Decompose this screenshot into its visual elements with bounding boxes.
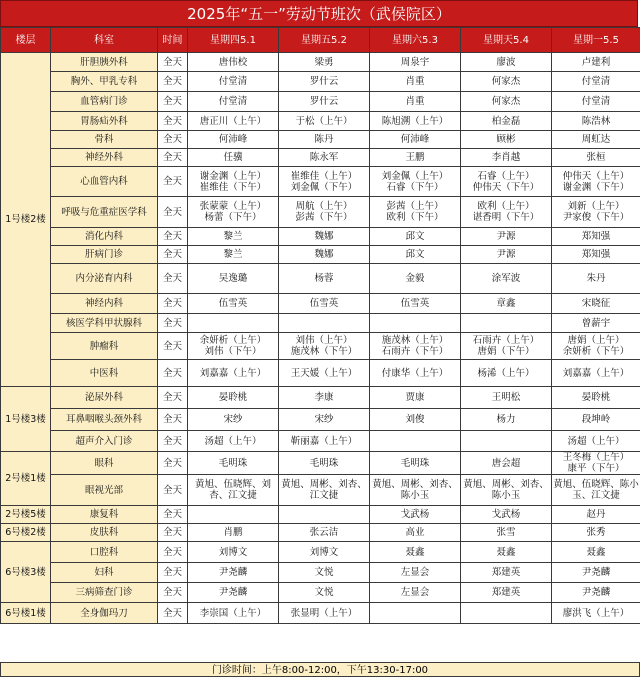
table-row <box>1 72 640 92</box>
time-cell: 全天 <box>158 475 188 506</box>
duty-cell: 付堂清 <box>188 72 279 92</box>
duty-cell: 涂军波 <box>461 264 552 294</box>
duty-cell: 唐伟校 <box>188 53 279 72</box>
duty-cell: 何家杰 <box>461 92 552 112</box>
table-row <box>1 167 640 197</box>
duty-cell: 刘博文 <box>188 542 279 563</box>
duty-cell: 文悦 <box>279 563 370 583</box>
duty-cell: 何沛峰 <box>370 131 461 149</box>
duty-cell: 刘金佩（上午） 石睿（下午） <box>370 167 461 197</box>
duty-cell: 伍雪英 <box>370 294 461 314</box>
duty-cell: 付堂清 <box>552 72 640 92</box>
table-row <box>1 360 640 387</box>
duty-cell: 付康华（上午） <box>370 360 461 387</box>
floor-cell: 6号楼3楼 <box>1 542 51 603</box>
table-row <box>1 475 640 506</box>
duty-cell <box>279 506 370 524</box>
duty-cell: 毛明珠 <box>279 452 370 475</box>
duty-cell: 尹尧麟 <box>188 583 279 603</box>
time-cell: 全天 <box>158 431 188 452</box>
time-cell: 全天 <box>158 452 188 475</box>
duty-cell: 崔维佳（上午） 刘金佩（下午） <box>279 167 370 197</box>
duty-cell: 刘嘉嘉（上午） <box>552 360 640 387</box>
dept-cell: 妇科 <box>51 563 158 583</box>
clinic-hours-footer: 门诊时间：上午8:00-12:00，下午13:30-17:00 <box>0 662 640 677</box>
duty-cell: 刘俊 <box>370 409 461 431</box>
duty-cell: 黎兰 <box>188 246 279 264</box>
dept-cell: 神经内科 <box>51 294 158 314</box>
duty-cell: 欧利（上午） 谌香明（下午） <box>461 197 552 228</box>
dept-cell: 血管病门诊 <box>51 92 158 112</box>
duty-cell <box>370 314 461 333</box>
duty-cell: 曾薪宇 <box>552 314 640 333</box>
table-row <box>1 333 640 360</box>
duty-cell: 黎兰 <box>188 228 279 246</box>
duty-cell: 于松（上午） <box>279 112 370 131</box>
dept-cell: 全身伽玛刀 <box>51 603 158 624</box>
time-cell: 全天 <box>158 294 188 314</box>
floor-cell: 1号楼3楼 <box>1 387 51 452</box>
page-title: 2025年“五一”劳动节班次（武侯院区） <box>0 0 638 27</box>
time-cell: 全天 <box>158 542 188 563</box>
duty-cell: 段坤岭 <box>552 409 640 431</box>
duty-cell <box>370 603 461 624</box>
duty-cell: 唐正川（上午） <box>188 112 279 131</box>
duty-cell: 罗什云 <box>279 72 370 92</box>
duty-cell: 郑建英 <box>461 583 552 603</box>
time-cell: 全天 <box>158 167 188 197</box>
duty-cell: 陈旭溯（上午） <box>370 112 461 131</box>
duty-cell: 何沛峰 <box>188 131 279 149</box>
duty-cell: 张云洁 <box>279 524 370 542</box>
header-day-1: 星期四5.1 <box>188 28 279 53</box>
dept-cell: 眼视光部 <box>51 475 158 506</box>
duty-cell: 尹源 <box>461 228 552 246</box>
dept-cell: 肝胆胰外科 <box>51 53 158 72</box>
schedule-table <box>0 27 640 624</box>
duty-cell: 尹尧麟 <box>552 563 640 583</box>
duty-cell: 聂鑫 <box>552 542 640 563</box>
duty-cell: 左显会 <box>370 583 461 603</box>
duty-cell: 陈浩林 <box>552 112 640 131</box>
dept-cell: 胃肠疝外科 <box>51 112 158 131</box>
duty-cell: 付堂清 <box>552 92 640 112</box>
duty-cell: 柏金磊 <box>461 112 552 131</box>
table-row <box>1 314 640 333</box>
duty-cell <box>188 314 279 333</box>
duty-cell: 宋晓征 <box>552 294 640 314</box>
dept-cell: 消化内科 <box>51 228 158 246</box>
header-floor: 楼层 <box>1 28 51 53</box>
duty-cell <box>279 314 370 333</box>
table-row <box>1 603 640 624</box>
time-cell: 全天 <box>158 92 188 112</box>
table-row <box>1 149 640 167</box>
table-row <box>1 409 640 431</box>
dept-cell: 骨科 <box>51 131 158 149</box>
time-cell: 全天 <box>158 246 188 264</box>
header-day-2: 星期五5.2 <box>279 28 370 53</box>
duty-cell: 刘嘉嘉（上午） <box>188 360 279 387</box>
duty-cell: 王天媛（上午） <box>279 360 370 387</box>
dept-cell: 神经外科 <box>51 149 158 167</box>
duty-cell: 郑知强 <box>552 228 640 246</box>
duty-cell: 左显会 <box>370 563 461 583</box>
table-row <box>1 563 640 583</box>
duty-cell: 魏娜 <box>279 246 370 264</box>
duty-cell: 张秀 <box>552 524 640 542</box>
time-cell: 全天 <box>158 360 188 387</box>
duty-cell: 杨力 <box>461 409 552 431</box>
time-cell: 全天 <box>158 149 188 167</box>
table-row <box>1 583 640 603</box>
table-row <box>1 53 640 72</box>
table-row <box>1 228 640 246</box>
duty-cell: 郑知强 <box>552 246 640 264</box>
duty-cell: 彭茜（上午） 欧利（下午） <box>370 197 461 228</box>
table-row <box>1 131 640 149</box>
duty-cell: 聂鑫 <box>370 542 461 563</box>
duty-cell: 廖洪飞（上午） <box>552 603 640 624</box>
duty-cell: 伍雪英 <box>188 294 279 314</box>
dept-cell: 心血管内科 <box>51 167 158 197</box>
duty-cell <box>370 431 461 452</box>
table-row <box>1 294 640 314</box>
dept-cell: 眼科 <box>51 452 158 475</box>
duty-cell: 付堂清 <box>188 92 279 112</box>
duty-cell: 任骥 <box>188 149 279 167</box>
duty-cell: 聂鑫 <box>461 542 552 563</box>
duty-cell: 戈武杨 <box>461 506 552 524</box>
time-cell: 全天 <box>158 197 188 228</box>
duty-cell: 靳丽嘉（上午） <box>279 431 370 452</box>
duty-cell: 尹尧麟 <box>188 563 279 583</box>
duty-cell: 李康 <box>279 387 370 409</box>
duty-cell: 余妍析（上午） 刘伟（下午） <box>188 333 279 360</box>
table-row <box>1 431 640 452</box>
duty-cell: 魏娜 <box>279 228 370 246</box>
duty-cell <box>461 603 552 624</box>
duty-cell: 陈丹 <box>279 131 370 149</box>
dept-cell: 耳鼻咽喉头颈外科 <box>51 409 158 431</box>
duty-cell: 李崇国（上午） <box>188 603 279 624</box>
duty-cell: 赵丹 <box>552 506 640 524</box>
time-cell: 全天 <box>158 583 188 603</box>
duty-cell: 何家杰 <box>461 72 552 92</box>
dept-cell: 口腔科 <box>51 542 158 563</box>
duty-cell: 宋纱 <box>188 409 279 431</box>
table-row <box>1 197 640 228</box>
duty-cell: 黄旭、周彬、刘杏、陈小玉 <box>370 475 461 506</box>
dept-cell: 超声介入门诊 <box>51 431 158 452</box>
dept-cell: 皮肤科 <box>51 524 158 542</box>
time-cell: 全天 <box>158 506 188 524</box>
dept-cell: 三病筛查门诊 <box>51 583 158 603</box>
duty-cell: 罗什云 <box>279 92 370 112</box>
time-cell: 全天 <box>158 333 188 360</box>
duty-cell: 晏聆桃 <box>188 387 279 409</box>
duty-cell: 王明松 <box>461 387 552 409</box>
table-row <box>1 112 640 131</box>
duty-cell: 肖鹏 <box>188 524 279 542</box>
time-cell: 全天 <box>158 387 188 409</box>
duty-cell: 王冬梅（上午） 康平（下午） <box>552 452 640 475</box>
duty-cell: 黄旭、伍晓辉、陈小玉、江文捷 <box>552 475 640 506</box>
duty-cell: 王鹏 <box>370 149 461 167</box>
duty-cell: 邱文 <box>370 228 461 246</box>
duty-cell: 文悦 <box>279 583 370 603</box>
time-cell: 全天 <box>158 524 188 542</box>
floor-cell: 6号楼1楼 <box>1 603 51 624</box>
table-row <box>1 92 640 112</box>
duty-cell: 吴逸璐 <box>188 264 279 294</box>
duty-cell: 唐娟（上午） 余妍析（下午） <box>552 333 640 360</box>
duty-cell <box>461 314 552 333</box>
duty-cell: 施茂林（上午） 石雨卉（下午） <box>370 333 461 360</box>
table-row <box>1 452 640 475</box>
dept-cell: 内分泌育内科 <box>51 264 158 294</box>
duty-cell: 尹尧麟 <box>552 583 640 603</box>
duty-cell: 戈武杨 <box>370 506 461 524</box>
dept-cell: 肿瘤科 <box>51 333 158 360</box>
duty-cell: 李肖越 <box>461 149 552 167</box>
duty-cell: 汤超（上午） <box>188 431 279 452</box>
duty-cell: 刘新（上午） 尹家俊（下午） <box>552 197 640 228</box>
table-row <box>1 246 640 264</box>
duty-cell: 陈永军 <box>279 149 370 167</box>
duty-cell: 金毅 <box>370 264 461 294</box>
table-row <box>1 506 640 524</box>
time-cell: 全天 <box>158 112 188 131</box>
table-row <box>1 264 640 294</box>
duty-cell: 仲伟天（上午） 谢金渊（下午） <box>552 167 640 197</box>
time-cell: 全天 <box>158 72 188 92</box>
duty-cell: 刘博文 <box>279 542 370 563</box>
time-cell: 全天 <box>158 314 188 333</box>
duty-cell: 梁勇 <box>279 53 370 72</box>
duty-cell: 张显明（上午） <box>279 603 370 624</box>
duty-cell: 周航（上午） 彭茜（下午） <box>279 197 370 228</box>
dept-cell: 中医科 <box>51 360 158 387</box>
time-cell: 全天 <box>158 603 188 624</box>
duty-cell: 张桓 <box>552 149 640 167</box>
floor-cell: 6号楼2楼 <box>1 524 51 542</box>
duty-cell: 唐会超 <box>461 452 552 475</box>
dept-cell: 泌尿外科 <box>51 387 158 409</box>
time-cell: 全天 <box>158 228 188 246</box>
table-row <box>1 387 640 409</box>
duty-cell: 周泉宇 <box>370 53 461 72</box>
time-cell: 全天 <box>158 53 188 72</box>
duty-cell: 石睿（上午） 仲伟天（下午） <box>461 167 552 197</box>
duty-cell: 石雨卉（上午） 唐娟（下午） <box>461 333 552 360</box>
duty-cell: 毛明珠 <box>188 452 279 475</box>
time-cell: 全天 <box>158 409 188 431</box>
duty-cell <box>188 506 279 524</box>
duty-cell: 黄旭、伍晓辉、刘杏、江文捷 <box>188 475 279 506</box>
duty-cell: 贾康 <box>370 387 461 409</box>
dept-cell: 胸外、甲乳专科 <box>51 72 158 92</box>
floor-cell: 1号楼2楼 <box>1 53 51 387</box>
duty-cell: 肖重 <box>370 72 461 92</box>
dept-cell: 核医学科甲状腺科 <box>51 314 158 333</box>
time-cell: 全天 <box>158 563 188 583</box>
duty-cell: 毛明珠 <box>370 452 461 475</box>
header-day-5: 星期一5.5 <box>552 28 640 53</box>
duty-cell: 晏聆桃 <box>552 387 640 409</box>
duty-cell: 杨蓉 <box>279 264 370 294</box>
header-time: 时间 <box>158 28 188 53</box>
floor-cell: 2号楼5楼 <box>1 506 51 524</box>
duty-cell: 汤超（上午） <box>552 431 640 452</box>
duty-cell: 黄旭、周彬、刘杏、陈小玉 <box>461 475 552 506</box>
duty-cell: 周虹达 <box>552 131 640 149</box>
duty-cell: 顾彬 <box>461 131 552 149</box>
header-dept: 科室 <box>51 28 158 53</box>
duty-cell: 黄旭、周彬、刘杏、江文捷 <box>279 475 370 506</box>
time-cell: 全天 <box>158 131 188 149</box>
duty-cell: 谢金渊（上午） 崔维佳（下午） <box>188 167 279 197</box>
time-cell: 全天 <box>158 264 188 294</box>
dept-cell: 肝病门诊 <box>51 246 158 264</box>
duty-cell: 刘伟（上午） 施茂林（下午） <box>279 333 370 360</box>
duty-cell: 宋纱 <box>279 409 370 431</box>
duty-cell: 朱丹 <box>552 264 640 294</box>
table-row <box>1 542 640 563</box>
duty-cell: 伍雪英 <box>279 294 370 314</box>
duty-cell: 卢建利 <box>552 53 640 72</box>
duty-cell: 邱文 <box>370 246 461 264</box>
duty-cell: 高业 <box>370 524 461 542</box>
table-row <box>1 524 640 542</box>
duty-cell: 廖波 <box>461 53 552 72</box>
schedule-body <box>1 28 640 624</box>
duty-cell: 张雪 <box>461 524 552 542</box>
duty-cell: 肖重 <box>370 92 461 112</box>
duty-cell <box>461 431 552 452</box>
duty-cell: 杨浠（上午） <box>461 360 552 387</box>
duty-cell: 郑建英 <box>461 563 552 583</box>
duty-cell: 尹源 <box>461 246 552 264</box>
duty-cell: 张蒙蒙（上午） 杨蕾（下午） <box>188 197 279 228</box>
dept-cell: 呼吸与危重症医学科 <box>51 197 158 228</box>
dept-cell: 康复科 <box>51 506 158 524</box>
header-row <box>1 28 640 53</box>
header-day-4: 星期天5.4 <box>461 28 552 53</box>
header-day-3: 星期六5.3 <box>370 28 461 53</box>
floor-cell: 2号楼1楼 <box>1 452 51 506</box>
duty-cell: 章鑫 <box>461 294 552 314</box>
